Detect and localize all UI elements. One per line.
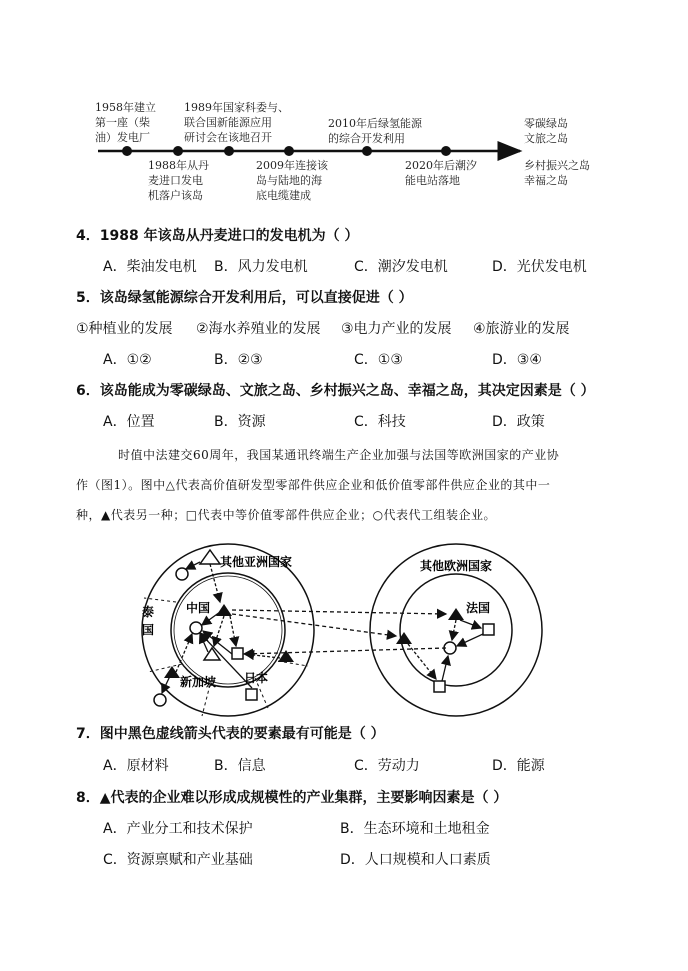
filled-triangle-europe [396,632,412,644]
q5-option-a[interactable]: A．①② [103,352,152,368]
square-japan [246,689,257,700]
asia-region [142,544,314,716]
q6-option-c[interactable]: C．科技 [354,414,406,430]
timeline-label-1958: 1958年建立 第一座（柴 油）发电厂 [95,101,156,144]
q7-option-c[interactable]: C．劳动力 [354,758,420,774]
question-5-stem: 5．该岛绿氢能源综合开发利用后，可以直接促进（ ） [76,290,413,306]
q5-item-3: ③电力产业的发展 [341,321,452,337]
q4-option-a[interactable]: A．柴油发电机 [103,259,197,275]
label-china: 中国 [186,601,211,615]
q6-option-a[interactable]: A．位置 [103,414,155,430]
timeline-dot [122,146,132,156]
q8-option-a[interactable]: A．产业分工和技术保护 [103,821,253,837]
timeline-dot [441,146,451,156]
timeline-label-1988: 1988年从丹 麦进口发电 机落户该岛 [148,159,209,202]
circle-singapore [154,694,166,706]
filled-triangle-singapore [164,666,180,678]
timeline-label-zero-carbon: 零碳绿岛 文旅之岛 [524,117,568,145]
label-other-asia: 其他亚洲国家 [220,555,293,569]
q4-option-c[interactable]: C．潮汐发电机 [354,259,448,275]
industry-cooperation-diagram [140,536,560,726]
q5-item-4: ④旅游业的发展 [473,321,570,337]
timeline-dot [362,146,372,156]
question-6-stem: 6．该岛能成为零碳绿岛、文旅之岛、乡村振兴之岛、幸福之岛，其决定因素是（ ） [76,383,595,399]
q5-option-c[interactable]: C．①③ [354,352,403,368]
q5-item-2: ②海水养殖业的发展 [196,321,321,337]
q8-option-c[interactable]: C．资源禀赋和产业基础 [103,852,253,868]
timeline-dot [224,146,234,156]
q7-option-b[interactable]: B．信息 [214,758,266,774]
square-france [483,624,494,635]
timeline-dot [284,146,294,156]
filled-triangle-china [216,604,232,616]
question-8-stem: 8．▲代表的企业难以形成成规模性的产业集群，主要影响因素是（ ） [76,790,508,806]
question-7-stem: 7．图中黑色虚线箭头代表的要素最有可能是（ ） [76,726,385,742]
q5-option-d[interactable]: D．③④ [492,352,542,368]
label-thailand-2: 国 [142,623,155,637]
label-thailand: 泰 [142,605,155,619]
label-other-europe: 其他欧洲国家 [420,559,493,573]
q8-option-b[interactable]: B．生态环境和土地租金 [340,821,490,837]
question-4-stem: 4．1988 年该岛从丹麦进口的发电机为（ ） [76,228,359,244]
q7-option-d[interactable]: D．能源 [492,758,545,774]
square-china [232,648,243,659]
q7-option-a[interactable]: A．原材料 [103,758,169,774]
timeline-dot [173,146,183,156]
timeline-label-2020: 2020年后潮汐 能电站落地 [405,159,477,187]
square-europe [434,681,445,692]
passage-line-2: 作（图1）。图中△代表高价值研发型零部件供应企业和低价值零部件供应企业的其中一 [76,478,551,492]
passage-line-3: 种，▲代表另一种；□代表中等价值零部件供应企业；○代表代工组装企业。 [76,508,497,522]
timeline-label-2009: 2009年连接该 岛与陆地的海 底电缆建成 [256,159,328,202]
timeline-label-rural: 乡村振兴之岛 幸福之岛 [524,159,590,187]
label-singapore: 新加坡 [180,675,217,689]
q4-option-d[interactable]: D．光伏发电机 [492,259,587,275]
q6-option-b[interactable]: B．资源 [214,414,266,430]
circle-china [190,622,202,634]
q6-option-d[interactable]: D．政策 [492,414,545,430]
open-triangle-asia [200,550,220,564]
timeline-label-2010: 2010年后绿氢能源 的综合开发利用 [328,117,422,145]
passage-line-1: 时值中法建交60周年，我国某通讯终端生产企业加强与法国等欧洲国家的产业协 [118,448,560,462]
circle-asia [176,568,188,580]
q8-option-d[interactable]: D．人口规模和人口素质 [340,852,491,868]
timeline-label-1989: 1989年国家科委与、 联合国新能源应用 研讨会在该地召开 [184,101,289,144]
q4-option-b[interactable]: B．风力发电机 [214,259,308,275]
q5-item-1: ①种植业的发展 [76,321,173,337]
q5-option-b[interactable]: B．②③ [214,352,263,368]
label-france: 法国 [466,601,491,615]
label-japan: 日本 [244,671,269,685]
filled-triangle-france [448,608,464,620]
